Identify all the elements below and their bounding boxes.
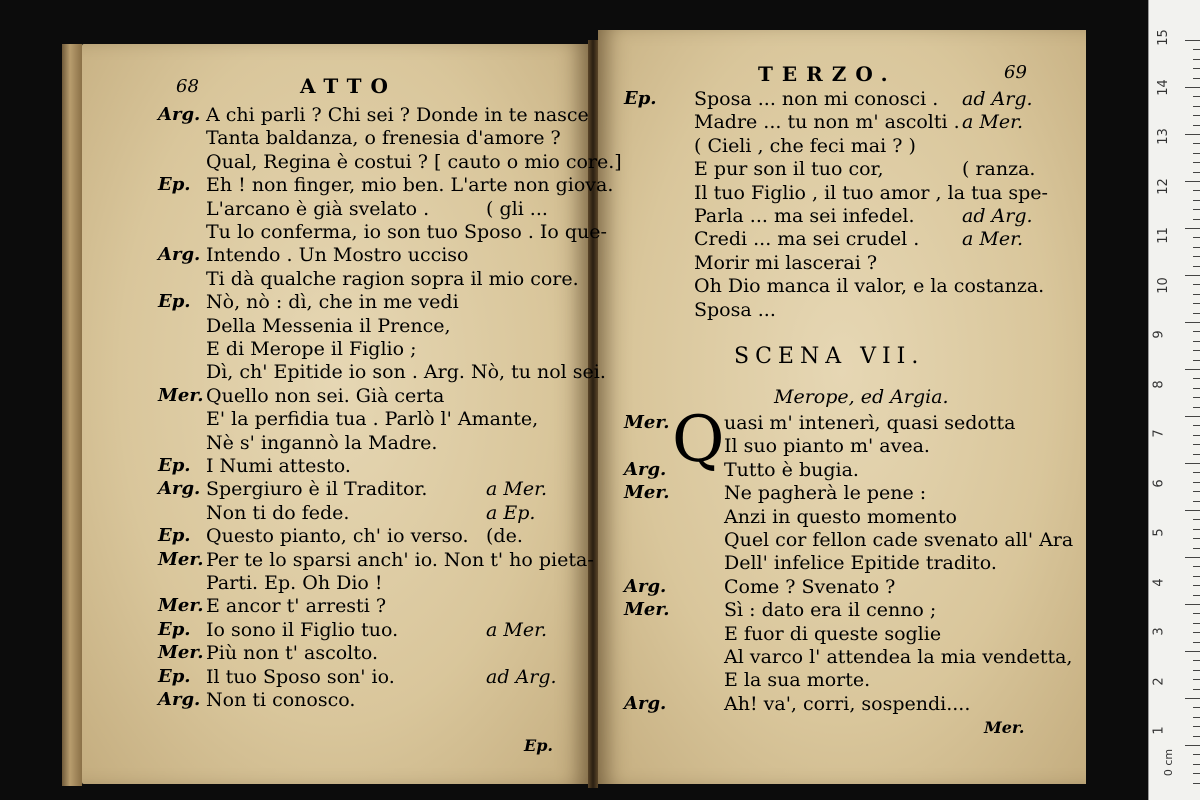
ruler-tick	[1193, 482, 1200, 483]
verse-line: Intendo . Un Mostro ucciso	[206, 244, 469, 267]
ruler-tick	[1185, 369, 1200, 370]
verse-line: Della Messenia il Prence,	[206, 314, 451, 337]
ruler-tick	[1193, 623, 1200, 624]
speaker-label: Mer.	[158, 642, 204, 664]
stage-direction: a Ep.	[486, 501, 536, 524]
ruler-tick	[1193, 350, 1200, 351]
verse-line: L'arcano è già svelato .	[206, 197, 430, 220]
ruler-tick	[1193, 491, 1200, 492]
verse-line: Il tuo Figlio , il tuo amor , la tua spe-	[694, 181, 1048, 204]
ruler-tick	[1193, 49, 1200, 50]
ruler-tick	[1185, 510, 1200, 511]
verse-line: Parti. Ep. Oh Dio !	[206, 572, 383, 594]
speaker-label: Ep.	[158, 665, 191, 687]
ruler-tick	[1185, 275, 1200, 276]
ruler-tick	[1193, 764, 1200, 765]
ruler-tick	[1193, 472, 1200, 473]
ruler-tick	[1185, 416, 1200, 417]
ruler-tick	[1193, 68, 1200, 69]
speaker-label: Arg.	[624, 575, 667, 597]
left-running-head: ATTO	[300, 74, 397, 98]
ruler-tick	[1193, 595, 1200, 596]
ruler-tick	[1193, 172, 1200, 173]
speaker-label: Arg.	[158, 244, 201, 266]
verse-line: Tanta baldanza, o frenesia d'amore ?	[206, 127, 561, 150]
verse-line: Morir mi lascerai ?	[694, 251, 878, 274]
ruler-tick	[1193, 773, 1200, 774]
ruler-tick	[1193, 538, 1200, 539]
verse-line: A chi parli ? Chi sei ? Donde in te nasce	[206, 104, 589, 126]
ruler-number: 2	[1151, 676, 1167, 686]
speaker-label: Ep.	[158, 291, 191, 313]
ruler-tick	[1193, 519, 1200, 520]
ruler-tick	[1185, 604, 1200, 605]
verse-line: Nè s' ingannò la Madre.	[206, 431, 438, 454]
ruler-tick	[1193, 313, 1200, 314]
verse-line: E di Merope il Figlio ;	[206, 338, 417, 360]
ruler-tick	[1193, 190, 1200, 191]
stage-direction: ad Arg.	[962, 88, 1033, 110]
verse-line: Questo pianto, ch' io verso.	[206, 525, 469, 548]
drop-cap: Q	[672, 403, 725, 477]
verse-line: Spergiuro è il Traditor.	[206, 478, 428, 501]
ruler-tick	[1185, 698, 1200, 699]
speaker-label: Ep.	[624, 88, 657, 109]
verse-line: uasi m' intenerì, quasi sedotta	[724, 412, 1016, 434]
speaker-label: Ep.	[158, 174, 191, 196]
ruler-number: 9	[1151, 330, 1167, 339]
ruler-tick	[1193, 237, 1200, 238]
ruler-tick	[1193, 454, 1200, 455]
ruler-tick	[1193, 200, 1200, 201]
right-running-head: TERZO.	[758, 62, 897, 86]
speaker-label: Mer.	[624, 482, 670, 504]
left-catchword: Ep.	[524, 736, 553, 755]
ruler-tick	[1193, 444, 1200, 445]
speaker-label: Ep.	[158, 525, 191, 547]
verse-line: Sì : dato era il cenno ;	[724, 599, 937, 622]
verse-line: Parla ... ma sei infedel.	[694, 205, 915, 227]
ruler-number: 10	[1155, 276, 1171, 294]
verse-line: E la sua morte.	[724, 669, 871, 692]
verse-line: Quel cor fellon cade svenato all' Ara	[724, 529, 1074, 551]
right-page-number: 69	[1004, 62, 1027, 83]
verse-line: Come ? Svenato ?	[724, 575, 896, 598]
speaker-label: Ep.	[158, 455, 191, 476]
verse-line: Ah! va', corri, sospendi....	[724, 692, 971, 715]
verse-line: Ne pagherà le pene :	[724, 482, 927, 505]
ruler-tick	[1193, 689, 1200, 690]
speaker-label: Arg.	[158, 689, 201, 710]
speaker-label: Mer.	[624, 599, 670, 621]
stage-direction: a Mer.	[486, 478, 548, 501]
ruler-number: 8	[1151, 379, 1167, 389]
verse-line: Al varco l' attendea la mia vendetta,	[724, 646, 1073, 668]
ruler-tick	[1193, 303, 1200, 304]
stage-direction: a Mer.	[486, 618, 548, 641]
ruler-number: 5	[1151, 528, 1167, 537]
ruler-tick	[1193, 219, 1200, 220]
verse-line: Il suo pianto m' avea.	[724, 435, 930, 458]
ruler-tick	[1193, 125, 1200, 126]
ruler-tick	[1193, 754, 1200, 755]
ruler-tick	[1193, 548, 1200, 549]
ruler-tick	[1193, 247, 1200, 248]
speaker-label: Mer.	[158, 548, 204, 570]
ruler-tick	[1193, 407, 1200, 408]
ruler-tick	[1193, 425, 1200, 426]
ruler-tick	[1193, 360, 1200, 361]
ruler-tick	[1193, 153, 1200, 154]
ruler-tick	[1193, 566, 1200, 567]
right-catchword: Mer.	[984, 718, 1025, 737]
ruler-tick	[1193, 96, 1200, 97]
ruler-tick	[1193, 783, 1200, 784]
verse-line: Per te lo sparsi anch' io. Non t' ho pieta-	[206, 548, 594, 571]
verse-line: E fuor di queste soglie	[724, 622, 942, 645]
ruler-tick	[1193, 501, 1200, 502]
ruler-tick	[1193, 529, 1200, 530]
stage-direction: (de.	[486, 525, 523, 548]
ruler-tick	[1193, 660, 1200, 661]
scene-title: SCENA VII.	[734, 344, 925, 369]
ruler-tick	[1193, 294, 1200, 295]
stage-direction: ad Arg.	[486, 665, 557, 688]
stage-direction: a Mer.	[962, 111, 1024, 134]
ruler-tick	[1185, 40, 1200, 41]
stage-direction: ( ranza.	[962, 158, 1036, 181]
ruler-number: 13	[1155, 128, 1171, 145]
verse-line: Madre ... tu non m' ascolti .	[694, 111, 960, 134]
ruler-tick	[1193, 642, 1200, 643]
ruler-tick	[1193, 670, 1200, 671]
left-page-number: 68	[176, 76, 199, 97]
speaker-label: Arg.	[158, 104, 201, 125]
stage-direction: ( gli ...	[486, 197, 548, 220]
measurement-ruler	[1148, 0, 1200, 800]
verse-line: Nò, nò : dì, che in me vedi	[206, 291, 459, 314]
verse-line: Anzi in questo momento	[724, 505, 957, 528]
ruler-number: 3	[1151, 627, 1167, 636]
verse-line: E' la perfidia tua . Parlò l' Amante,	[206, 408, 539, 431]
speaker-label: Arg.	[624, 692, 667, 714]
verse-line: Sposa ...	[694, 298, 776, 321]
ruler-tick	[1185, 87, 1200, 88]
speaker-label: Arg.	[624, 458, 667, 480]
ruler-tick	[1185, 228, 1200, 229]
verse-line: E ancor t' arresti ?	[206, 595, 386, 618]
verse-line: Eh ! non finger, mio ben. L'arte non giova.	[206, 174, 614, 197]
verse-line: Più non t' ascolto.	[206, 642, 379, 665]
verse-line: Io sono il Figlio tuo.	[206, 618, 399, 641]
speaker-label: Arg.	[158, 478, 201, 500]
ruler-tick	[1185, 557, 1200, 558]
verse-line: Quello non sei. Già certa	[206, 384, 445, 407]
ruler-tick	[1185, 181, 1200, 182]
ruler-tick	[1193, 106, 1200, 107]
speaker-label: Mer.	[158, 384, 204, 406]
ruler-number: 4	[1151, 577, 1167, 587]
ruler-tick	[1193, 736, 1200, 737]
verse-line: Oh Dio manca il valor, e la costanza.	[694, 275, 1045, 298]
ruler-tick	[1193, 162, 1200, 163]
speaker-label: Mer.	[158, 595, 204, 617]
verse-line: I Numi attesto.	[206, 455, 351, 477]
ruler-tick	[1193, 143, 1200, 144]
stage-direction: ad Arg.	[962, 205, 1033, 227]
verse-line: Ti dà qualche ragion sopra il mio core.	[206, 267, 579, 290]
ruler-tick	[1193, 78, 1200, 79]
ruler-tick	[1193, 632, 1200, 633]
ruler-tick	[1193, 388, 1200, 389]
verse-line: ( Cieli , che feci mai ? )	[694, 134, 916, 157]
verse-line: Qual, Regina è costui ? [ cauto o mio core.]	[206, 150, 622, 173]
ruler-tick	[1193, 576, 1200, 577]
ruler-number: 1	[1151, 726, 1167, 735]
verse-line: Il tuo Sposo son' io.	[206, 665, 395, 688]
ruler-number: 7	[1151, 429, 1167, 438]
verse-line: Tu lo conferma, io son tuo Sposo . Io que-	[206, 221, 607, 243]
verse-line: Dì, ch' Epitide io son . Arg. Nò, tu nol sei.	[206, 361, 606, 384]
ruler-tick	[1193, 726, 1200, 727]
verse-line: Dell' infelice Epitide tradito.	[724, 552, 997, 575]
ruler-tick	[1185, 745, 1200, 746]
verse-line: Tutto è bugia.	[724, 458, 859, 481]
book-fore-edge	[62, 44, 82, 786]
ruler-tick	[1193, 679, 1200, 680]
ruler-tick	[1193, 266, 1200, 267]
ruler-tick	[1193, 435, 1200, 436]
ruler-tick	[1185, 651, 1200, 652]
speaker-label: Ep.	[158, 618, 191, 640]
verse-line: Credi ... ma sei crudel .	[694, 228, 920, 251]
ruler-number: 12	[1155, 177, 1171, 195]
ruler-tick	[1193, 613, 1200, 614]
ruler-number: 11	[1155, 227, 1171, 244]
ruler-tick	[1185, 322, 1200, 323]
speaker-label: Mer.	[624, 412, 670, 433]
verse-line: E pur son il tuo cor,	[694, 158, 884, 181]
ruler-tick	[1193, 115, 1200, 116]
ruler-tick	[1193, 378, 1200, 379]
ruler-tick	[1193, 331, 1200, 332]
ruler-tick	[1193, 341, 1200, 342]
ruler-tick	[1193, 256, 1200, 257]
verse-line: Sposa ... non mi conosci .	[694, 88, 939, 110]
scene-characters: Merope, ed Argia.	[774, 386, 949, 408]
ruler-number: 6	[1151, 478, 1167, 488]
ruler-tick	[1185, 134, 1200, 135]
verse-line: Non ti conosco.	[206, 689, 356, 711]
ruler-tick	[1185, 463, 1200, 464]
ruler-number: 15	[1155, 29, 1171, 46]
ruler-tick	[1193, 707, 1200, 708]
ruler-tick	[1193, 59, 1200, 60]
ruler-tick	[1193, 717, 1200, 718]
verse-line: Non ti do fede.	[206, 501, 350, 524]
stage-direction: a Mer.	[962, 228, 1024, 251]
ruler-tick	[1193, 397, 1200, 398]
ruler-number: 14	[1155, 78, 1171, 96]
ruler-tick	[1193, 585, 1200, 586]
ruler-unit: 0 cm	[1162, 748, 1176, 777]
ruler-tick	[1193, 209, 1200, 210]
ruler-tick	[1193, 284, 1200, 285]
